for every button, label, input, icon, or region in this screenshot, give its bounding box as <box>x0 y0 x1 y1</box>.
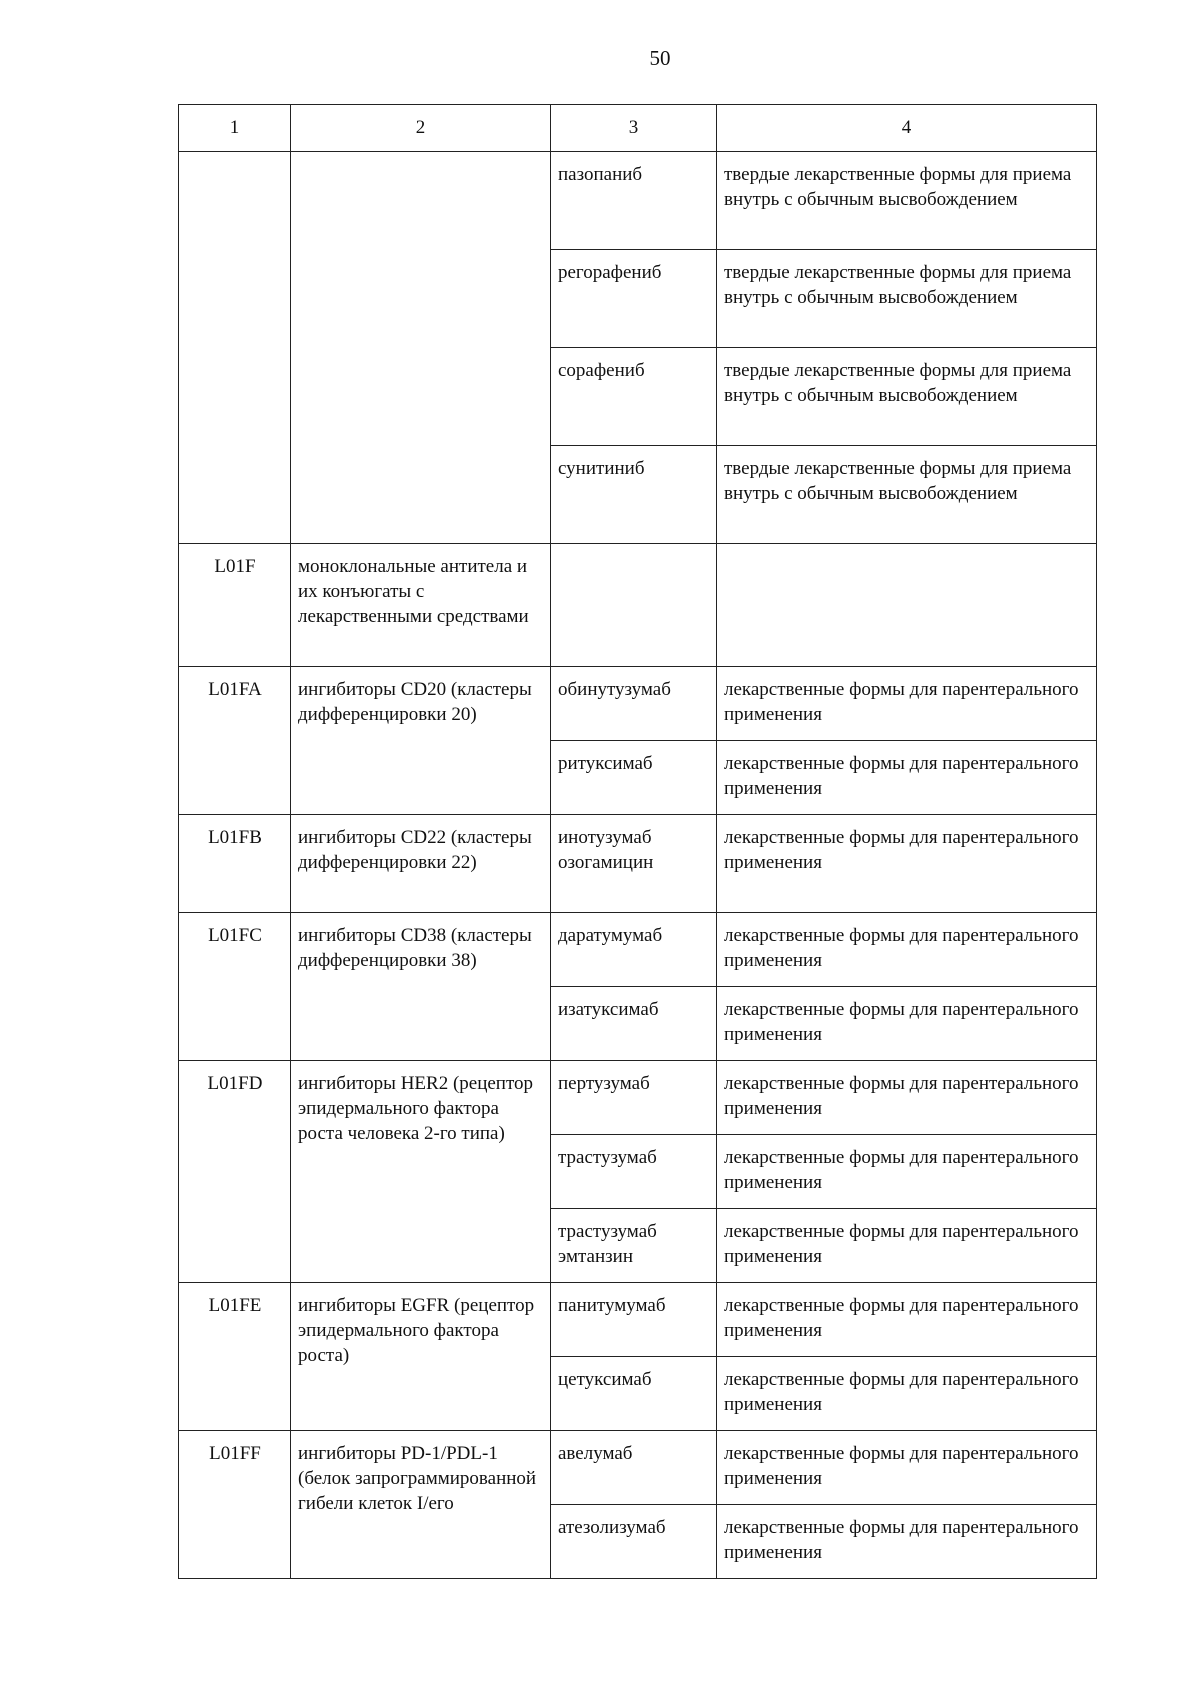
page-number: 50 <box>649 46 671 70</box>
drug-name-cell: атезолизумаб <box>551 1505 717 1579</box>
drug-name-cell: регорафениб <box>551 250 717 348</box>
atc-code-cell: L01FA <box>179 667 291 815</box>
drug-classification-table <box>178 104 1097 1579</box>
dosage-form-cell: твердые лекарственные формы для приема внутрь с обычным высвобождением <box>717 152 1097 250</box>
atc-code-cell: L01FF <box>179 1431 291 1579</box>
group-name-cell <box>291 152 551 544</box>
drug-name-cell: сунитиниб <box>551 446 717 544</box>
drug-name-cell: ритуксимаб <box>551 741 717 815</box>
column-header: 4 <box>717 105 1097 152</box>
drug-name-cell: панитумумаб <box>551 1283 717 1357</box>
dosage-form-cell: лекарственные формы для парентерального применения <box>717 1135 1097 1209</box>
dosage-form-cell: твердые лекарственные формы для приема внутрь с обычным высвобождением <box>717 446 1097 544</box>
dosage-form-cell: лекарственные формы для парентерального применения <box>717 815 1097 913</box>
drug-name-cell: инотузумаб озогамицин <box>551 815 717 913</box>
dosage-form-cell <box>717 544 1097 667</box>
drug-name-cell: трастузумаб <box>551 1135 717 1209</box>
drug-name-cell: авелумаб <box>551 1431 717 1505</box>
table-row <box>179 1061 1097 1135</box>
drug-name-cell: изатуксимаб <box>551 987 717 1061</box>
dosage-form-cell: лекарственные формы для парентерального применения <box>717 1357 1097 1431</box>
dosage-form-cell: лекарственные формы для парентерального применения <box>717 1283 1097 1357</box>
drug-name-cell: сорафениб <box>551 348 717 446</box>
group-name-cell: ингибиторы CD38 (кластеры дифференцировки 38) <box>291 913 551 1061</box>
group-name-cell: ингибиторы HER2 (рецептор эпидермального фактора роста человека 2-го типа) <box>291 1061 551 1283</box>
drug-name-cell: даратумумаб <box>551 913 717 987</box>
column-header: 3 <box>551 105 717 152</box>
dosage-form-cell: лекарственные формы для парентерального применения <box>717 1431 1097 1505</box>
column-header: 2 <box>291 105 551 152</box>
table-row <box>179 152 1097 250</box>
table-row <box>179 913 1097 987</box>
group-name-cell: ингибиторы EGFR (рецептор эпидермального фактора роста) <box>291 1283 551 1431</box>
table-row <box>179 815 1097 913</box>
dosage-form-cell: лекарственные формы для парентерального применения <box>717 987 1097 1061</box>
table-row <box>179 667 1097 741</box>
atc-code-cell: L01F <box>179 544 291 667</box>
group-name-cell: ингибиторы PD-1/PDL-1 (белок запрограммированной гибели клеток I/его <box>291 1431 551 1579</box>
atc-code-cell: L01FE <box>179 1283 291 1431</box>
table-row <box>179 1283 1097 1357</box>
dosage-form-cell: лекарственные формы для парентерального применения <box>717 913 1097 987</box>
drug-name-cell: обинутузумаб <box>551 667 717 741</box>
drug-name-cell: цетуксимаб <box>551 1357 717 1431</box>
column-header: 1 <box>179 105 291 152</box>
atc-code-cell: L01FC <box>179 913 291 1061</box>
dosage-form-cell: лекарственные формы для парентерального применения <box>717 1505 1097 1579</box>
dosage-form-cell: твердые лекарственные формы для приема внутрь с обычным высвобождением <box>717 348 1097 446</box>
table-row <box>179 544 1097 667</box>
dosage-form-cell: лекарственные формы для парентерального применения <box>717 667 1097 741</box>
group-name-cell: моноклональные антитела и их конъюгаты с лекарственными средствами <box>291 544 551 667</box>
table-row <box>179 1431 1097 1505</box>
atc-code-cell: L01FB <box>179 815 291 913</box>
atc-code-cell: L01FD <box>179 1061 291 1283</box>
dosage-form-cell: лекарственные формы для парентерального применения <box>717 1061 1097 1135</box>
group-name-cell: ингибиторы CD20 (кластеры дифференцировки 20) <box>291 667 551 815</box>
drug-name-cell: пазопаниб <box>551 152 717 250</box>
drug-name-cell <box>551 544 717 667</box>
drug-name-cell: трастузумаб эмтанзин <box>551 1209 717 1283</box>
header-row <box>179 105 1097 152</box>
dosage-form-cell: твердые лекарственные формы для приема внутрь с обычным высвобождением <box>717 250 1097 348</box>
group-name-cell: ингибиторы CD22 (кластеры дифференцировки 22) <box>291 815 551 913</box>
drug-name-cell: пертузумаб <box>551 1061 717 1135</box>
dosage-form-cell: лекарственные формы для парентерального применения <box>717 1209 1097 1283</box>
dosage-form-cell: лекарственные формы для парентерального применения <box>717 741 1097 815</box>
atc-code-cell <box>179 152 291 544</box>
